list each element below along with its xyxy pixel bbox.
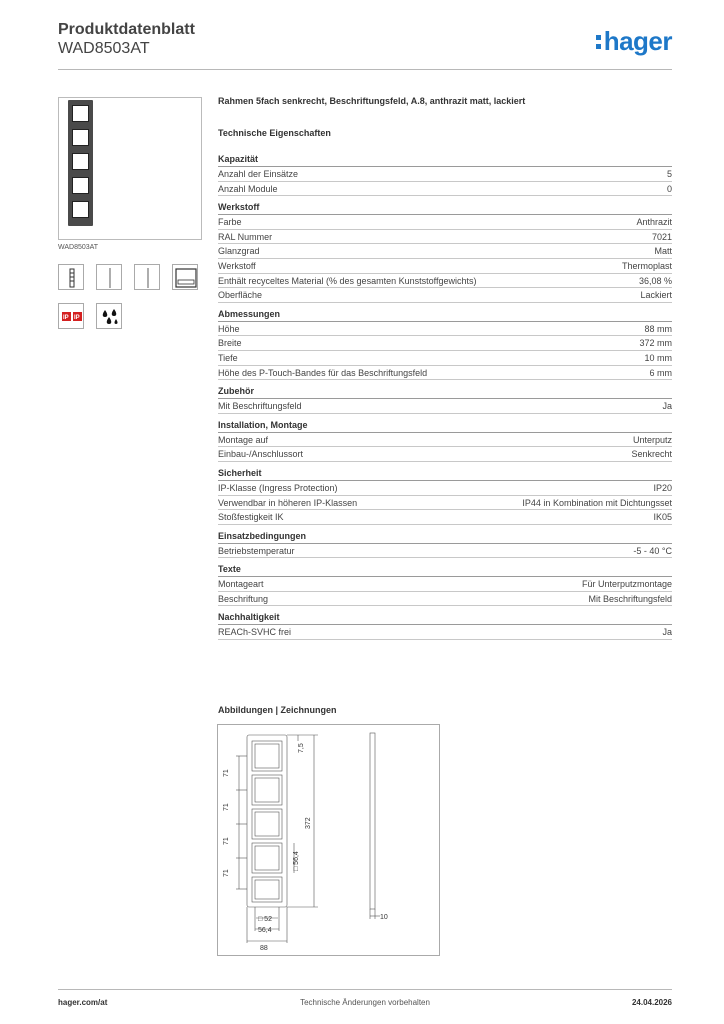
property-value: 88 mm — [644, 323, 672, 334]
property-label: Montage auf — [218, 434, 269, 445]
section-title: Kapazität — [218, 154, 672, 167]
property-label: Beschriftung — [218, 593, 269, 604]
dim-pitch-4: 71 — [223, 869, 230, 877]
property-row — [218, 336, 672, 351]
property-label: RAL Nummer — [218, 231, 273, 242]
property-value: Mit Beschriftungsfeld — [588, 593, 672, 604]
property-section — [218, 531, 672, 559]
property-label: Stoßfestigkeit IK — [218, 512, 284, 523]
property-value: Ja — [662, 627, 672, 638]
drawing-svg — [218, 725, 439, 955]
dim-total-height: 372 — [305, 817, 312, 829]
property-row — [218, 399, 672, 414]
technical-properties-title: Technische Eigenschaften — [218, 128, 331, 138]
dim-pitch-3: 71 — [223, 837, 230, 845]
line-icon — [134, 264, 160, 290]
dim-top: 7,5 — [298, 743, 305, 753]
section-title: Sicherheit — [218, 468, 672, 481]
footer-website[interactable]: hager.com/at — [58, 998, 108, 1007]
section-title: Zubehör — [218, 386, 672, 399]
property-section — [218, 309, 672, 380]
property-value: IP20 — [653, 482, 672, 493]
property-row — [218, 592, 672, 607]
property-section — [218, 420, 672, 462]
property-section — [218, 386, 672, 414]
property-label: Tiefe — [218, 352, 238, 363]
section-title: Einsatzbedingungen — [218, 531, 672, 544]
frame-5fold-icon — [68, 100, 93, 226]
property-value: Für Unterputzmontage — [581, 579, 672, 590]
property-value: -5 - 40 °C — [633, 545, 672, 556]
property-value: 372 mm — [639, 338, 672, 349]
property-row — [218, 322, 672, 337]
property-label: Oberfläche — [218, 290, 263, 301]
property-row — [218, 244, 672, 259]
svg-text:IP: IP — [63, 315, 69, 321]
property-label: Breite — [218, 338, 242, 349]
property-label: Einbau-/Anschlussort — [218, 449, 304, 460]
property-label: Enthält recyceltes Material (% des gesamten Kunststoffgewichts) — [218, 275, 477, 286]
dim-pitch-1: 71 — [223, 769, 230, 777]
dim-pitch-2: 71 — [223, 803, 230, 811]
property-value: 6 mm — [649, 367, 672, 378]
dim-depth: 10 — [380, 914, 388, 921]
property-value: 10 mm — [644, 352, 672, 363]
property-label: REACh-SVHC frei — [218, 627, 292, 638]
property-label: Werkstoff — [218, 260, 256, 271]
property-row — [218, 366, 672, 381]
property-value: Unterputz — [632, 434, 672, 445]
properties-sections — [218, 154, 672, 640]
dim-window: □ 52 — [258, 916, 272, 923]
property-label: Glanzgrad — [218, 246, 260, 257]
section-title: Texte — [218, 564, 672, 577]
property-value: Matt — [654, 246, 672, 257]
footer-disclaimer: Technische Änderungen vorbehalten — [300, 998, 430, 1007]
property-row — [218, 288, 672, 303]
water-drops-icon — [96, 303, 122, 329]
property-row — [218, 259, 672, 274]
property-row — [218, 544, 672, 559]
property-row — [218, 230, 672, 245]
label-field-icon — [172, 264, 198, 290]
property-section — [218, 202, 672, 303]
property-value: Thermoplast — [621, 260, 672, 271]
main-content — [218, 96, 672, 640]
property-value: IK05 — [653, 512, 672, 523]
property-value: 5 — [666, 169, 672, 179]
line-icon — [96, 264, 122, 290]
property-value: 36,08 % — [638, 275, 672, 286]
property-row — [218, 625, 672, 640]
logo-text: hager — [603, 26, 672, 56]
property-value: Lackiert — [640, 290, 672, 301]
property-label: IP-Klasse (Ingress Protection) — [218, 482, 338, 493]
page-header — [58, 20, 672, 70]
property-label: Verwendbar in höheren IP-Klassen — [218, 497, 358, 508]
property-section — [218, 612, 672, 640]
property-value: Anthrazit — [636, 217, 672, 228]
property-section — [218, 468, 672, 525]
article-number: WAD8503AT — [58, 40, 150, 57]
product-image-caption: WAD8503AT — [58, 244, 99, 251]
svg-text:IP: IP — [74, 315, 80, 321]
property-value: 7021 — [651, 231, 672, 242]
property-row — [218, 182, 672, 197]
property-row — [218, 496, 672, 511]
property-label: Höhe des P-Touch-Bandes für das Beschriftungsfeld — [218, 367, 428, 378]
hager-logo — [596, 26, 672, 57]
property-row — [218, 433, 672, 448]
property-section — [218, 564, 672, 606]
property-value: Ja — [662, 401, 672, 412]
property-row — [218, 274, 672, 289]
property-label: Mit Beschriftungsfeld — [218, 401, 302, 412]
dim-inner: □ 56,4 — [293, 851, 300, 871]
property-label: Anzahl Module — [218, 183, 278, 194]
page-title: Produktdatenblatt — [58, 21, 195, 38]
property-label: Farbe — [218, 217, 242, 228]
ip-rating-icon — [58, 303, 84, 329]
property-value: IP44 in Kombination mit Dichtungsset — [522, 497, 672, 508]
property-row — [218, 447, 672, 462]
footer-date: 24.04.2026 — [631, 998, 672, 1007]
dim-width: 88 — [260, 945, 268, 952]
page-footer — [58, 989, 672, 1024]
vertical-frame-icon — [58, 264, 84, 290]
technical-drawing — [217, 724, 440, 956]
logo-dots-icon — [596, 33, 602, 51]
product-description: Rahmen 5fach senkrecht, Beschriftungsfeld, A.8, anthrazit matt, lackiert — [218, 96, 526, 106]
property-row — [218, 577, 672, 592]
section-title: Nachhaltigkeit — [218, 612, 672, 625]
property-label: Anzahl der Einsätze — [218, 169, 299, 179]
property-row — [218, 481, 672, 496]
property-row — [218, 167, 672, 182]
section-title: Werkstoff — [218, 202, 672, 215]
property-value: 0 — [666, 183, 672, 194]
drawings-title: Abbildungen | Zeichnungen — [218, 705, 337, 715]
dim-width-inner: 56,4 — [258, 927, 272, 934]
product-image — [58, 97, 202, 240]
feature-icons-row2 — [58, 303, 122, 329]
property-row — [218, 351, 672, 366]
property-label: Höhe — [218, 323, 240, 334]
property-section — [218, 154, 672, 196]
property-row — [218, 215, 672, 230]
section-title: Installation, Montage — [218, 420, 672, 433]
feature-icons — [58, 264, 198, 290]
property-value: Senkrecht — [631, 449, 672, 460]
section-title: Abmessungen — [218, 309, 672, 322]
property-label: Betriebstemperatur — [218, 545, 295, 556]
property-row — [218, 510, 672, 525]
property-label: Montageart — [218, 579, 264, 590]
